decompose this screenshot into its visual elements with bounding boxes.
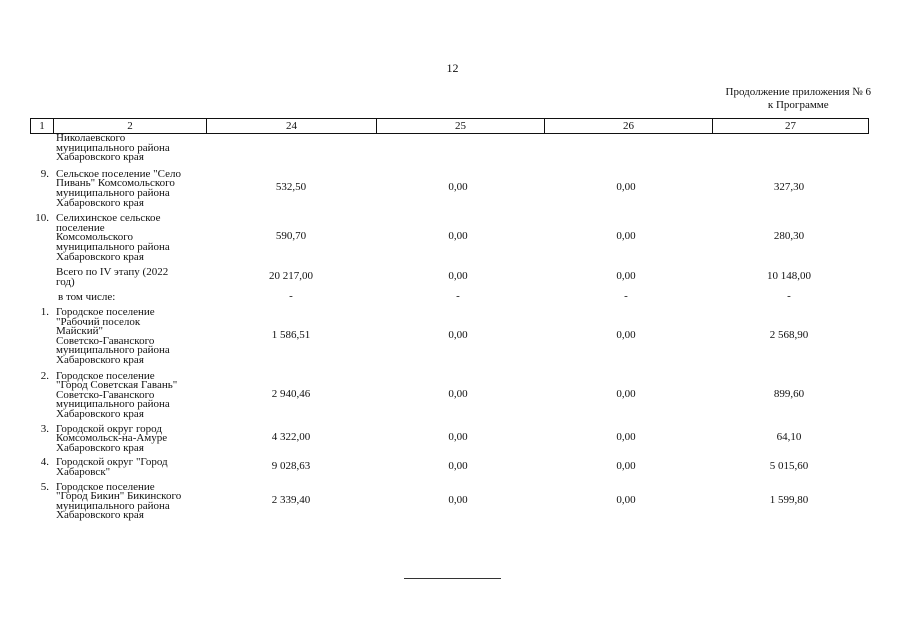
- column-header-row: [30, 118, 869, 134]
- row-name: [56, 268, 216, 287]
- value-col-27: 327,30: [773, 180, 805, 193]
- value-col-25: 0,00: [448, 460, 468, 473]
- row-name-line: Хабаровского края: [56, 509, 144, 522]
- table-row: [30, 134, 868, 163]
- row-name-line: муниципального района: [56, 344, 170, 357]
- row-name-line: "Город Бикин" Бикинского: [56, 490, 182, 503]
- value-col-25: 0,00: [448, 180, 468, 193]
- value-col-27: 1 599,80: [769, 493, 809, 506]
- row-name-line: Городское поселение: [56, 369, 155, 382]
- row-name-line: Комсомольского: [56, 231, 133, 244]
- value-col-27: 64,10: [776, 430, 802, 443]
- row-name-line: Хабаровского края: [56, 151, 144, 164]
- row-name-line: Городской округ город: [56, 422, 162, 435]
- header-col-26: 26: [545, 119, 713, 134]
- row-name-line: Комсомольск-на-Амуре: [56, 432, 168, 445]
- row-name-line: Хабаровского края: [56, 407, 144, 420]
- row-name: [56, 422, 216, 454]
- value-col-27: 5 015,60: [769, 460, 809, 473]
- row-number: 9.: [40, 167, 49, 180]
- row-number: 1.: [40, 305, 49, 318]
- value-col-24: 532,50: [275, 180, 307, 193]
- table-row: [30, 480, 868, 522]
- value-col-24: 2 940,46: [271, 387, 311, 400]
- row-name-line: "Город Советская Гавань": [56, 379, 178, 392]
- footer-divider: [404, 578, 501, 579]
- row-name-line: в том числе:: [58, 291, 116, 304]
- row-name-line: Хабаровского края: [56, 250, 144, 263]
- header-col-25: 25: [377, 119, 545, 134]
- value-col-24: 1 586,51: [271, 328, 311, 341]
- table-row: [30, 214, 868, 262]
- value-col-26: 0,00: [616, 230, 636, 243]
- row-number: 10.: [35, 212, 49, 225]
- row-name-line: "Рабочий поселок: [56, 315, 141, 328]
- row-name-line: Селихинское сельское: [56, 212, 161, 225]
- appendix-note: [726, 86, 871, 112]
- value-col-27: -: [787, 290, 791, 303]
- row-name: [56, 305, 216, 366]
- value-col-26: 0,00: [616, 270, 636, 283]
- row-name-line: Хабаровск": [56, 465, 111, 478]
- row-name-line: муниципального района: [56, 398, 170, 411]
- header-col-24: 24: [207, 119, 377, 134]
- table-row: [30, 458, 868, 477]
- page-number: 12: [446, 61, 459, 75]
- value-col-26: 0,00: [616, 328, 636, 341]
- appendix-line-2: к Программе: [767, 99, 829, 111]
- value-col-26: 0,00: [616, 430, 636, 443]
- value-col-27: 2 568,90: [769, 328, 809, 341]
- table-row: [30, 369, 868, 420]
- table-body: [30, 134, 868, 521]
- value-col-25: 0,00: [448, 328, 468, 341]
- row-name: [56, 167, 216, 209]
- table-row: [30, 422, 868, 454]
- value-col-27: 10 148,00: [767, 270, 811, 283]
- table-row: [30, 268, 868, 287]
- value-col-24: 9 028,63: [271, 460, 311, 473]
- row-name: [56, 293, 218, 303]
- value-col-25: 0,00: [448, 270, 468, 283]
- row-name-line: муниципального района: [56, 141, 170, 154]
- value-col-26: -: [624, 290, 628, 303]
- value-col-24: 590,70: [275, 230, 307, 243]
- row-name-line: Николаевского: [56, 132, 126, 144]
- value-col-26: 0,00: [616, 180, 636, 193]
- value-col-27: 899,60: [773, 387, 805, 400]
- value-col-24: 4 322,00: [271, 430, 311, 443]
- value-col-24: -: [289, 290, 293, 303]
- value-col-25: 0,00: [448, 230, 468, 243]
- row-name-line: Городское поселение: [56, 305, 155, 318]
- header-col-2: 2: [54, 119, 207, 134]
- row-name-line: Сельское поселение "Село: [56, 167, 181, 180]
- row-name-line: муниципального района: [56, 186, 170, 199]
- value-col-26: 0,00: [616, 460, 636, 473]
- row-number: 3.: [40, 422, 49, 435]
- row-number: 4.: [40, 456, 49, 469]
- row-name-line: Хабаровского края: [56, 353, 144, 366]
- row-name: [56, 458, 216, 477]
- row-name: [56, 369, 216, 420]
- value-col-25: 0,00: [448, 387, 468, 400]
- row-name-line: Хабаровского края: [56, 196, 144, 209]
- row-name-line: год): [56, 275, 75, 288]
- value-col-24: 2 339,40: [271, 493, 311, 506]
- value-col-25: -: [456, 290, 460, 303]
- row-name-line: Всего по IV этапу (2022: [56, 266, 169, 279]
- table-row: [30, 290, 868, 304]
- row-name: [56, 214, 216, 262]
- row-name: [56, 480, 216, 522]
- row-name-line: Пивань" Комсомольского: [56, 177, 175, 190]
- row-name-line: поселение: [56, 221, 105, 234]
- row-name-line: Городское поселение: [56, 480, 155, 493]
- row-name-line: Хабаровского края: [56, 441, 144, 454]
- row-name-line: Советско-Гаванского: [56, 388, 155, 401]
- header-col-27: 27: [713, 119, 869, 134]
- value-col-27: 280,30: [773, 230, 805, 243]
- appendix-line-1: Продолжение приложения № 6: [725, 86, 871, 98]
- row-number: 5.: [40, 480, 49, 493]
- row-name-line: Майский": [56, 325, 104, 338]
- row-name: [56, 134, 216, 163]
- value-col-26: 0,00: [616, 493, 636, 506]
- row-name-line: муниципального района: [56, 240, 170, 253]
- table-row: [30, 305, 868, 366]
- value-col-25: 0,00: [448, 430, 468, 443]
- row-name-line: Городской округ "Город: [56, 456, 168, 469]
- row-name-line: Советско-Гаванского: [56, 334, 155, 347]
- header-col-1: 1: [31, 119, 54, 134]
- value-col-25: 0,00: [448, 493, 468, 506]
- row-number: 2.: [40, 369, 49, 382]
- table-row: [30, 167, 868, 209]
- value-col-26: 0,00: [616, 387, 636, 400]
- row-name-line: муниципального района: [56, 499, 170, 512]
- value-col-24: 20 217,00: [269, 270, 313, 283]
